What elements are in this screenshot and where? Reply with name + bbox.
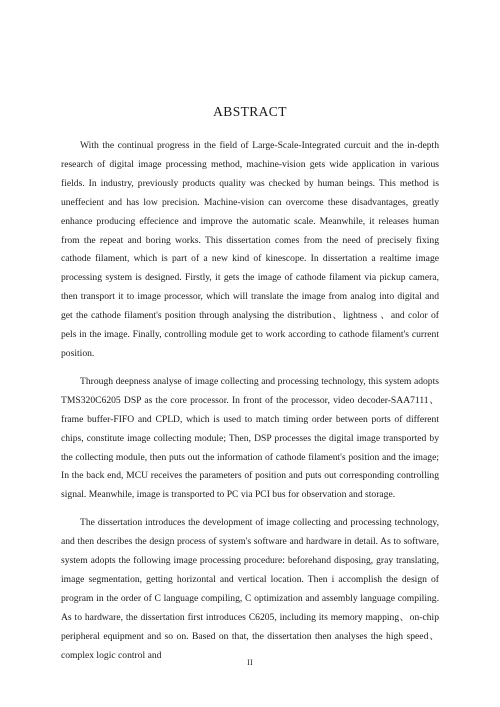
- abstract-paragraph-3: The dissertation introduces the development of image collecting and processing technology, and then describes the design process of system's software and hardware in detail. As to software, system adopts the following image processing procedure: beforehand disposing, gray translating, image segmentation, getting horizontal and vertical location. Then i accomplish the design of program in the order of C language compiling, C optimization and assembly language compiling. As to hardware, the dissertation first introduces C6205, including its memory mapping、on-chip peripheral equipment and so on. Based on that, the dissertation then analyses the high speed、complex logic control and: [61, 517, 439, 661]
- page-number: II: [247, 657, 253, 667]
- abstract-paragraph-2: Through deepness analyse of image collecting and processing technology, this system adopts TMS320C6205 DSP as the core processor. In front of the processor, video decoder-SAA7111、frame buffer-FIFO and CPLD, which is used to match timing order between ports of different chips, constitute image collecting module; Then, DSP processes the digital image transported by the collecting module, then puts out the information of cathode filament's position and the image; In the back end, MCU receives the parameters of position and puts out corresponding controlling signal. Meanwhile, image is transported to PC via PCI bus for observation and storage.: [61, 375, 439, 501]
- abstract-title: ABSTRACT: [213, 104, 287, 119]
- abstract-paragraph-1: With the continual progress in the field of Large-Scale-Integrated curcuit and the in-depth research of digital image processing method, machine-vision gets wide application in various fields. In industry, previously products quality was checked by human beings. This method is uneffecient and has low precision. Machine-vision can overcome these disadvantages, greatly enhance producing effecience and improve the automatic scale. Meanwhile, it releases human from the repeat and boring works. This dissertation comes from the need of precisely fixing cathode filament, which is part of a new kind of kinescope. In dissertation a realtime image processing system is designed. Firstly, it gets the image of cathode filament via pickup camera, then transport it to image processor, which will translate the image from analog into digital and get the cathode filament's position through analysing the distribution、lightness 、and color of pels in the image. Finally, controlling module get to work according to cathode filament's current position.: [61, 140, 439, 359]
- abstract-body: [61, 137, 439, 674]
